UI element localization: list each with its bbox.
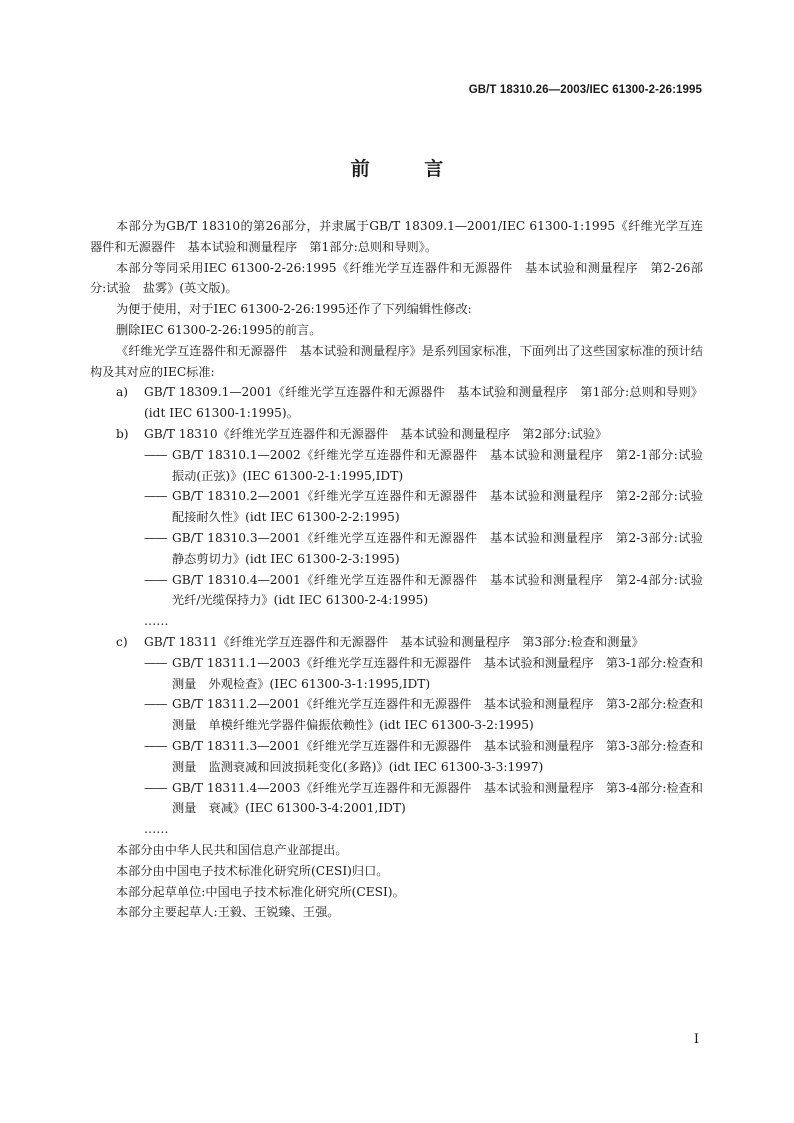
sub-list-item: [90, 653, 703, 695]
sub-list-item-text: GB/T 18310.4—2001《纤维光学互连器件和无源器件 基本试验和测量程序 第2-4部分:试验 光纤/光缆保持力》(idt IEC 61300-2-4:1995): [172, 572, 716, 608]
dash-marker: ——: [144, 489, 167, 504]
sub-list-item: [90, 570, 716, 612]
ellipsis: ……: [144, 822, 169, 837]
sub-list-item-text: GB/T 18310.1—2002《纤维光学互连器件和无源器件 基本试验和测量程序 第2-1部分:试验 振动(正弦)》(IEC 61300-2-1:1995,IDT): [172, 447, 716, 483]
paragraph: 本部分由中华人民共和国信息产业部提出。: [116, 842, 348, 857]
page-number: I: [693, 1032, 699, 1047]
list-marker: b): [116, 426, 129, 441]
document-header: GB/T 18310.26—2003/IEC 61300-2-26:1995: [468, 84, 702, 96]
page-title: 前 言: [350, 158, 468, 180]
list-marker: c): [116, 634, 128, 649]
sub-list-item-text: GB/T 18311.2—2001《纤维光学互连器件和无源器件 基本试验和测量程序 第3-2部分:检查和测量 单模纤维光学器件偏振依赖性》(idt IEC 61300-3-2:1995): [172, 697, 703, 733]
list-item: [90, 424, 703, 445]
paragraph: 本部分等同采用IEC 61300-2-26:1995《纤维光学互连器件和无源器件 基本试验和测量程序 第2-26部分:试验 盐雾》(英文版)。: [90, 260, 703, 296]
sub-list-item-text: GB/T 18310.2—2001《纤维光学互连器件和无源器件 基本试验和测量程序 第2-2部分:试验 配接耐久性》(idt IEC 61300-2-2:1995): [172, 489, 716, 525]
paragraph: 本部分起草单位:中国电子技术标准化研究所(CESI)。: [116, 884, 405, 899]
dash-marker: ——: [144, 738, 167, 753]
foreword-body: [90, 216, 716, 923]
dash-marker: ——: [144, 780, 167, 795]
list-item-text: GB/T 18311《纤维光学互连器件和无源器件 基本试验和测量程序 第3部分:检查和测量》: [144, 634, 644, 649]
list-item: [90, 382, 703, 424]
list-item-text: GB/T 18309.1—2001《纤维光学互连器件和无源器件 基本试验和测量程序 第1部分:总则和导则》(idt IEC 61300-1:1995)。: [144, 385, 703, 421]
ellipsis: ……: [144, 614, 169, 629]
sub-list-item-text: GB/T 18311.4—2003《纤维光学互连器件和无源器件 基本试验和测量程序 第3-4部分:检查和测量 衰减》(IEC 61300-3-4:2001,IDT): [172, 780, 703, 816]
sub-list-item-text: GB/T 18311.1—2003《纤维光学互连器件和无源器件 基本试验和测量程序 第3-1部分:检查和测量 外观检查》(IEC 61300-3-1:1995,IDT): [172, 655, 703, 691]
paragraph: 本部分由中国电子技术标准化研究所(CESI)归口。: [116, 863, 389, 878]
dash-marker: ——: [144, 572, 167, 587]
list-item-text: GB/T 18310《纤维光学互连器件和无源器件 基本试验和测量程序 第2部分:试验》: [144, 426, 608, 441]
paragraph: 本部分主要起草人:王毅、王锐臻、王强。: [116, 905, 340, 920]
sub-list-item-text: GB/T 18310.3—2001《纤维光学互连器件和无源器件 基本试验和测量程序 第2-3部分:试验 静态剪切力》(idt IEC 61300-2-3:1995): [172, 530, 716, 566]
sub-list-item: [90, 736, 703, 778]
paragraph: 删除IEC 61300-2-26:1995的前言。: [116, 322, 322, 337]
list-item: [90, 632, 703, 653]
sub-list-item-text: GB/T 18311.3—2001《纤维光学互连器件和无源器件 基本试验和测量程序 第3-3部分:检查和测量 监测衰减和回波损耗变化(多路)》(idt IEC 61300-3-3:1997): [172, 738, 703, 774]
sub-list-item: [90, 528, 716, 570]
paragraph: 为便于使用，对于IEC 61300-2-26:1995还作了下列编辑性修改:: [116, 302, 472, 317]
list-marker: a): [116, 385, 129, 400]
sub-list-item: [90, 694, 703, 736]
sub-list-item: [90, 778, 703, 820]
sub-list-item: [90, 445, 716, 487]
dash-marker: ——: [144, 697, 167, 712]
dash-marker: ——: [144, 447, 167, 462]
dash-marker: ——: [144, 530, 167, 545]
paragraph: 本部分为GB/T 18310的第26部分，并隶属于GB/T 18309.1—2001/IEC 61300-1:1995《纤维光学互连器件和无源器件 基本试验和测量程序 第1部分:总则和导则》。: [90, 219, 703, 254]
paragraph: 《纤维光学互连器件和无源器件 基本试验和测量程序》是系列国家标准，下面列出了这些国家标准的预计结构及其对应的IEC标准:: [90, 343, 703, 379]
dash-marker: ——: [144, 655, 167, 670]
sub-list-item: [90, 486, 716, 528]
